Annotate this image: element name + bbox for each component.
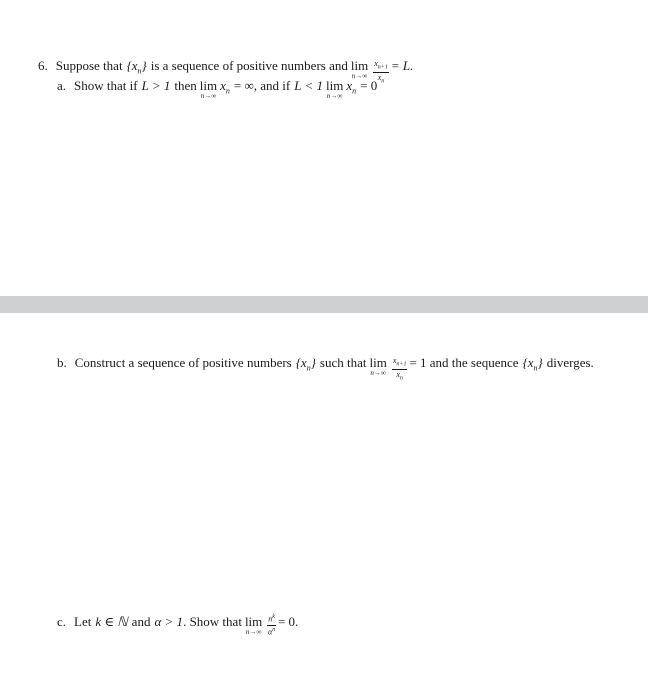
part-a-expr2-end: = 0 — [360, 78, 378, 93]
part-a-limit-1: lim n→∞ — [199, 78, 218, 100]
part-a-expr1: $x_n$ — [220, 78, 230, 96]
stem-mid: is a sequence of positive numbers and — [150, 58, 348, 73]
part-c-ratio: $\frac{n^k}{\alpha^n}$ — [268, 614, 276, 637]
section-divider — [0, 296, 648, 313]
part-c-limit: lim n→∞ — [244, 614, 263, 636]
part-c — [57, 614, 298, 641]
stem-text: Suppose that — [55, 58, 123, 73]
stem-end: = L. — [390, 58, 414, 73]
part-b-set2: $\{x_n\}$ — [522, 355, 543, 373]
part-c-cond2: α > 1 — [154, 614, 184, 629]
part-c-label: c. — [57, 614, 67, 629]
part-b-text3: = 1 and the sequence — [409, 355, 519, 370]
part-c-text2: and — [131, 614, 151, 629]
stem-set: $\{x_n\}$ — [126, 58, 147, 76]
stem-ratio: $\frac{x_{n+1}}{x_n}$ — [374, 59, 388, 85]
part-b-set: $\{x_n\}$ — [295, 355, 316, 373]
part-a-cond1: L > 1 — [141, 78, 171, 93]
part-a-text1: Show that if — [74, 78, 138, 93]
part-c-cond: k ∈ ℕ — [95, 614, 128, 629]
part-a — [57, 78, 377, 100]
part-a-cond2: L < 1 — [294, 78, 323, 93]
part-b — [57, 355, 594, 385]
part-b-text1: Construct a sequence of positive numbers — [74, 355, 292, 370]
part-a-expr2: $x_n$ — [346, 78, 357, 96]
part-a-label: a. — [57, 78, 67, 93]
part-c-text3: . Show that — [183, 614, 242, 629]
part-a-text2: then — [174, 78, 197, 93]
part-a-expr1-end: = ∞, and if — [233, 78, 291, 93]
part-b-text4: diverges. — [546, 355, 594, 370]
part-b-text2: such that — [319, 355, 367, 370]
part-c-text1: Let — [74, 614, 92, 629]
part-a-limit-2: lim n→∞ — [325, 78, 344, 100]
part-b-limit: lim n→∞ — [369, 355, 387, 377]
part-b-ratio: $\frac{x_{n+1}}{x_n}$ — [392, 356, 407, 382]
part-b-label: b. — [57, 355, 67, 370]
part-c-text4: = 0. — [277, 614, 299, 629]
problem-number: 6. — [38, 58, 48, 73]
stem-limit: lim n→∞ — [350, 58, 369, 80]
